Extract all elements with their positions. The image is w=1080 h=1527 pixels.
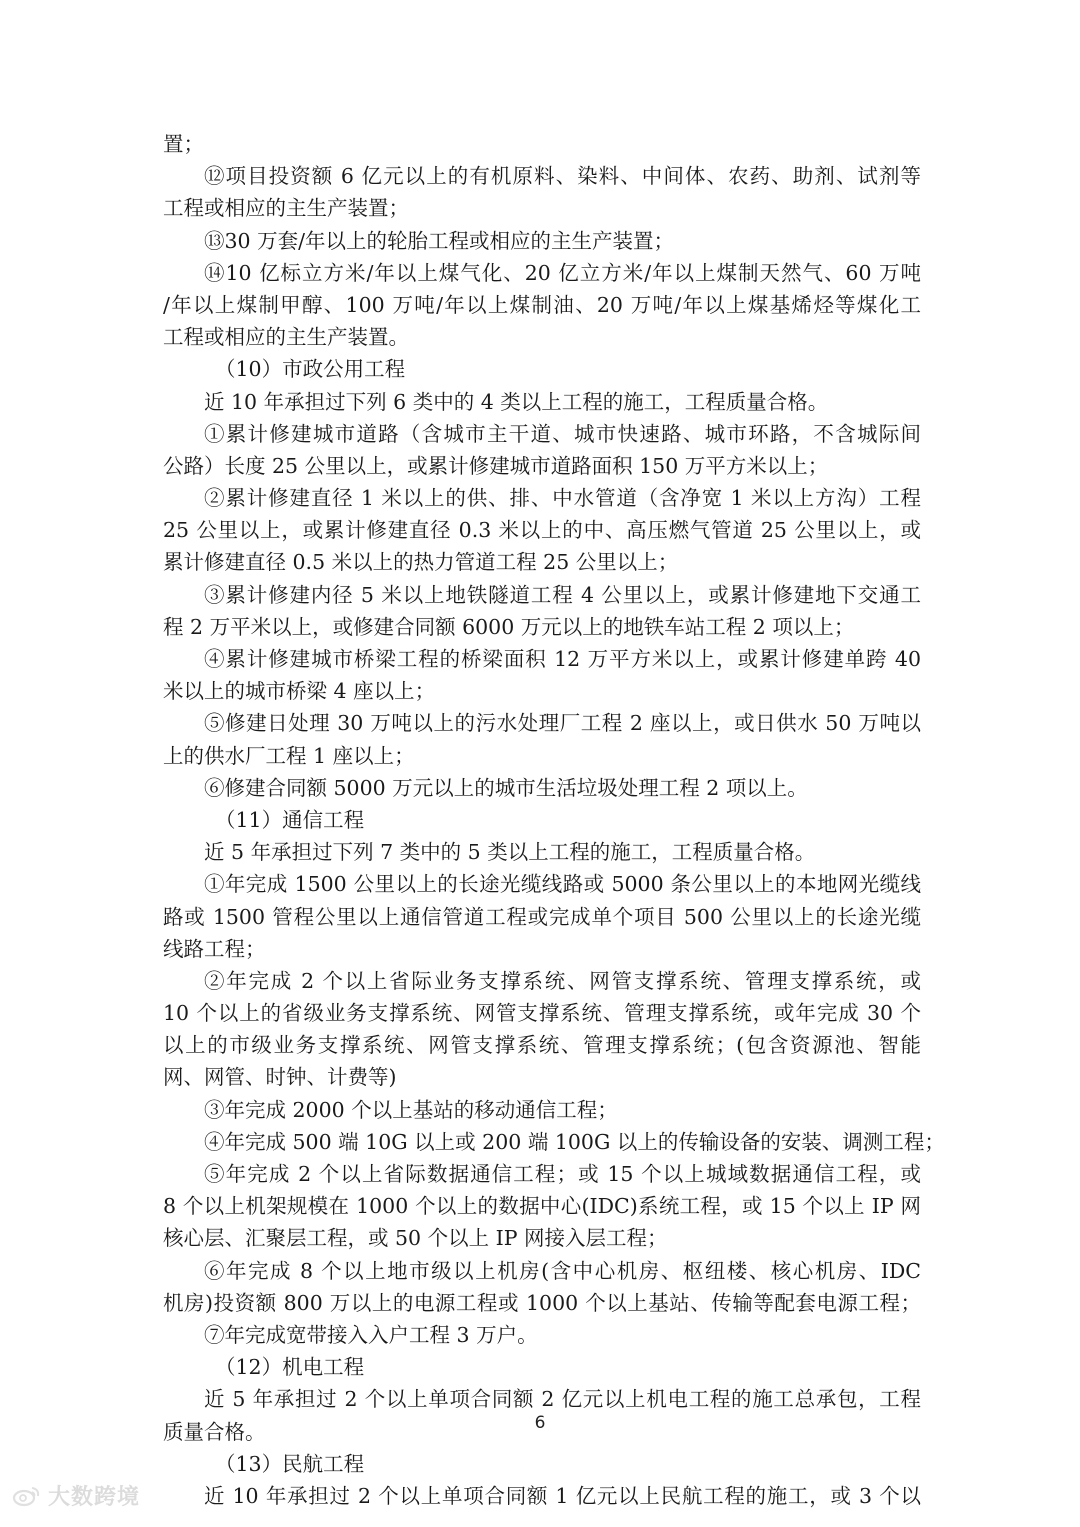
text-line: ④累计修建城市桥梁工程的桥梁面积 12 万平方米以上，或累计修建单跨 40 bbox=[204, 647, 921, 671]
text-line: ④年完成 500 端 10G 以上或 200 端 100G 以上的传输设备的安装、调测工程； bbox=[204, 1129, 945, 1154]
text-line: ⑭10 亿标立方米/年以上煤气化、20 亿立方米/年以上煤制天然气、60 万吨 bbox=[204, 260, 921, 285]
text-line: 上的供水厂工程 1 座以上； bbox=[163, 743, 415, 768]
text-line: 近 10 年承担过 2 个以上单项合同额 1 亿元以上民航工程的施工，或 3 个以 bbox=[204, 1483, 921, 1508]
watermark bbox=[12, 1480, 140, 1511]
text-line: 10 个以上的省级业务支撑系统、网管支撑系统、管理支撑系统，或年完成 30 个 bbox=[163, 1001, 921, 1026]
text-line: 核心层、汇聚层工程，或 50 个以上 IP 网接入层工程； bbox=[163, 1226, 668, 1251]
text-line: ②年完成 2 个以上省际业务支撑系统、网管支撑系统、管理支撑系统，或 bbox=[204, 968, 921, 993]
page-number: 6 bbox=[534, 1413, 546, 1433]
text-line: 公路）长度 25 公里以上，或累计修建城市道路面积 150 万平方米以上； bbox=[163, 453, 829, 478]
text-line: 程 2 万平米以上，或修建合同额 6000 万元以上的地铁车站工程 2 项以上； bbox=[163, 614, 855, 639]
text-line: 近 5 年承担过 2 个以上单项合同额 2 亿元以上机电工程的施工总承包，工程 bbox=[204, 1387, 921, 1412]
text-line: ⑤年完成 2 个以上省际数据通信工程；或 15 个以上城域数据通信工程，或 bbox=[204, 1162, 921, 1186]
text-line: 近 5 年承担过下列 7 类中的 5 类以上工程的施工，工程质量合格。 bbox=[204, 840, 816, 865]
text-line: /年以上煤制甲醇、100 万吨/年以上煤制油、20 万吨/年以上煤基烯烃等煤化工 bbox=[163, 292, 921, 317]
text-line: 米以上的城市桥梁 4 座以上； bbox=[163, 679, 436, 704]
text-line: 质量合格。 bbox=[163, 1419, 266, 1444]
text-line: ⑥年完成 8 个以上地市级以上机房(含中心机房、枢纽楼、核心机房、IDC bbox=[204, 1258, 921, 1283]
text-line: ①年完成 1500 公里以上的长途光缆线路或 5000 条公里以上的本地网光缆线 bbox=[204, 872, 921, 897]
text-line: 以上的市级业务支撑系统、网管支撑系统、管理支撑系统；(包含资源池、智能 bbox=[163, 1033, 921, 1058]
text-line: 机房)投资额 800 万以上的电源工程或 1000 个以上基站、传输等配套电源工程； bbox=[163, 1290, 921, 1315]
text-line: 8 个以上机架规模在 1000 个以上的数据中心(IDC)系统工程，或 15 个以上 IP 网 bbox=[163, 1194, 921, 1219]
text-line: ③年完成 2000 个以上基站的移动通信工程； bbox=[204, 1097, 618, 1122]
text-line: ②累计修建直径 1 米以上的供、排、中水管道（含净宽 1 米以上方沟）工程 bbox=[204, 486, 921, 511]
text-line: ③累计修建内径 5 米以上地铁隧道工程 4 公里以上，或累计修建地下交通工 bbox=[204, 582, 921, 607]
text-line: ⑬30 万套/年以上的轮胎工程或相应的主生产装置； bbox=[204, 228, 675, 253]
document-body bbox=[163, 128, 945, 1512]
text-line: （10）市政公用工程 bbox=[215, 357, 406, 382]
text-line: ①累计修建城市道路（含城市主干道、城市快速路、城市环路，不含城际间 bbox=[204, 421, 921, 446]
weibo-style-logo-icon bbox=[12, 1484, 42, 1508]
watermark-text: 大数跨境 bbox=[48, 1485, 141, 1510]
text-line: 累计修建直径 0.5 米以上的热力管道工程 25 公里以上； bbox=[163, 550, 679, 575]
text-line: （13）民航工程 bbox=[215, 1451, 365, 1476]
text-line: 线路工程； bbox=[163, 936, 266, 961]
text-line: 工程或相应的主生产装置。 bbox=[163, 325, 409, 350]
text-line: ⑥修建合同额 5000 万元以上的城市生活垃圾处理工程 2 项以上。 bbox=[204, 775, 808, 800]
text-line: 路或 1500 管程公里以上通信管道工程或完成单个项目 500 公里以上的长途光缆 bbox=[163, 904, 921, 929]
text-line: 网、网管、时钟、计费等) bbox=[163, 1065, 397, 1090]
text-line: 工程或相应的主生产装置； bbox=[163, 196, 409, 221]
text-line: 25 公里以上，或累计修建直径 0.3 米以上的中、高压燃气管道 25 公里以上，或 bbox=[163, 518, 921, 543]
text-line: 置； bbox=[163, 132, 204, 156]
text-line: 近 10 年承担过下列 6 类中的 4 类以上工程的施工，工程质量合格。 bbox=[204, 389, 829, 414]
text-line: （11）通信工程 bbox=[215, 807, 365, 832]
text-line: （12）机电工程 bbox=[215, 1355, 365, 1380]
text-line: ⑦年完成宽带接入入户工程 3 万户。 bbox=[204, 1322, 538, 1347]
text-line: ⑤修建日处理 30 万吨以上的污水处理厂工程 2 座以上，或日供水 50 万吨以 bbox=[204, 711, 921, 736]
text-line: ⑫项目投资额 6 亿元以上的有机原料、染料、中间体、农药、助剂、试剂等 bbox=[204, 164, 921, 189]
